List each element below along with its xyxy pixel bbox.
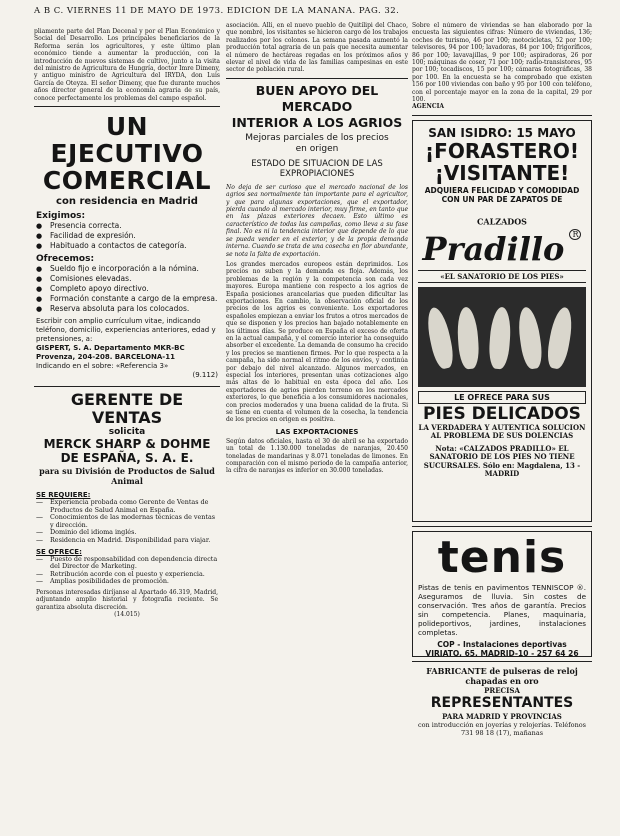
deck: Mejoras parciales de los precios (245, 132, 389, 143)
list-item: ● Comisiones elevadas. (36, 274, 218, 284)
column-middle (226, 22, 408, 828)
ad-title: GERENTE DE VENTAS (70, 390, 184, 428)
column-right (412, 22, 592, 828)
ad-code: (14.015) (114, 611, 140, 619)
ad-line: LA VERDADERA Y AUTENTICA SOLUCION AL PROBLEMA DE SUS DOLENCIAS (418, 422, 586, 441)
ad-section-label: Exigimos: (36, 211, 86, 222)
ad-division: para su División de Productos de Salud Animal (39, 466, 215, 486)
ad-line: ¡FORASTERO! (425, 138, 579, 163)
ad-pradillo (412, 120, 592, 522)
article-lead: No deja de ser curioso que el mercado nacional de los agrios sea normalmente tan importante para el agricultor, y que para algunas exportaciones, que el exportador, pierda cuando al mercado interior, muy firme, en tanto que en las plazas exteriores decaen. Esto último es característico de todas las campañas, como lleva a su fase final. No es ni la tendencia interior que depende de lo que se pueda vender en el exterior, y de la propia demanda interna. Cuando se trata de una cosecha en flor abundante, se nota la falta de exportación. (226, 183, 408, 258)
ad-address: VIRIATO, 65. MADRID-10 - 257 64 26 (425, 648, 579, 658)
requirements-list (36, 499, 218, 545)
headline: INTERIOR A LOS AGRIOS (231, 114, 403, 130)
ad-line: LE OFRECE PARA SUS (418, 391, 586, 404)
ad-line: FABRICANTE de pulseras de reloj chapadas en oro (426, 665, 578, 686)
ad-company: MERCK SHARP & DOHME (43, 437, 211, 452)
foot-icon (456, 306, 480, 369)
offers-list (36, 556, 218, 586)
ad-section-label: Ofrecemos: (36, 254, 95, 265)
column-left (34, 28, 220, 828)
ad-section-label: SE REQUIERE: (36, 491, 91, 500)
brand-name: tenis (437, 531, 567, 583)
foot-icon (516, 306, 544, 370)
ad-line: PARA MADRID Y PROVINCIAS (442, 711, 562, 721)
ad-line: ¡VISITANTE! (434, 160, 570, 185)
ad-ejecutivo (34, 111, 220, 382)
divider (34, 106, 220, 107)
requirements-list (36, 221, 218, 251)
headline: BUEN APOYO DEL MERCADO (255, 82, 379, 114)
list-item: — Amplias posibilidades de promoción. (36, 578, 218, 586)
brand-logo (418, 211, 586, 268)
deck: en origen (295, 143, 339, 154)
divider (412, 661, 592, 662)
ad-fabricante (412, 666, 592, 737)
ad-line: REPRESENTANTES (430, 694, 574, 711)
ad-slogan: «EL SANATORIO DE LOS PIES» (418, 270, 586, 283)
divider (412, 526, 592, 527)
ad-company: DE ESPAÑA, S. A. E. (60, 451, 194, 466)
ad-contact: COP - Instalaciones deportivas (437, 639, 567, 649)
list-item: ● Completo apoyo directivo. (36, 284, 218, 294)
ad-line: ADQUIERA FELICIDAD Y COMODIDAD CON UN PAR DE ZAPATOS DE (424, 185, 580, 205)
foot-icon (424, 305, 456, 370)
list-item: — Dominio del idioma inglés. (36, 529, 218, 537)
ad-contact: Escribir con amplio currículum vitae, indicando teléfono, domicilio, experiencias anteriores, edad y pretensiones, a: (36, 317, 216, 344)
article-text: Sobre el número de viviendas se han elaborado por la encuesta las siguientes cifras: Número de viviendas, 136; coches de turismo, 46 por 100; motocicletas, 52 por 100; televisores, 94 por 100; lavadoras, 84 por 100; frigoríficos, 86 por 100; lavavajillas, 9 por 100; aspiradoras, 26 por 100; máquinas de coser, 71 por 100; radio-transistores, 95 por 100; tocadiscos, 15 por 100; cámaras fotográficas, 38 por 100. En la encuesta se ha comprobado que existen 156 por 100 viviendas con baño y 95 por 100 con teléfono, con el porcentaje mayor en la zona de la capital, 29 por 100. (412, 22, 592, 104)
ad-subtitle: con residencia en Madrid (56, 196, 198, 208)
offers-list (36, 264, 218, 314)
subhead: EXPROPIACIONES (279, 169, 355, 180)
ad-line: PIES DELICADOS (423, 403, 581, 424)
ad-line: SAN ISIDRO: 15 MAYO (428, 125, 576, 140)
article-text: asociación. Allí, en el nuevo pueblo de Quitílipi del Chaco, que nombré, los visitantes se hicieron cargo de los trabajos realizados por los colonos. La semana pasada aumentó la producción total agraria de un país que necesita aumentar el número de hectáreas regadas en los próximos años y elevar el nivel de vida de las familias campesinas en este sector de población rural. (226, 22, 408, 74)
ad-body: Pistas de tenis en pavimentos TENNISCOP ®. Aseguramos de lluvia. Sin costes de conservación. Tres años de garantía. Precios sin competencia. Planes, maquinaria, polideportivos, jardines, instalaciones completas. (418, 582, 586, 637)
list-item: ● Sueldo fijo e incorporación a la nómina. (36, 264, 218, 274)
page-header: A B C. VIERNES 11 DE MAYO DE 1973. EDICION DE LA MAÑANA. PAG. 32. (34, 6, 400, 16)
list-item: — Conocimientos de las modernas técnicas de ventas y dirección. (36, 514, 218, 529)
brand-prefix: CALZADOS (477, 216, 527, 227)
ad-gerente-ventas (34, 391, 220, 619)
foot-icon (545, 306, 575, 371)
divider (226, 78, 408, 79)
subhead: ESTADO DE SITUACION DE LAS (251, 158, 383, 169)
ad-line: con introducción en joyerías y relojerías. Teléfonos 731 98 18 (17), mañanas (417, 720, 587, 737)
ad-section-label: SE OFRECE: (36, 547, 82, 556)
brand-name: Pradillo (422, 229, 565, 268)
list-item: — Experiencia probada como Gerente de Ventas de Productos de Salud Animal en España. (36, 499, 218, 514)
list-item: ● Habituado a contactos de categoría. (36, 241, 218, 251)
list-item: ● Reserva absoluta para los colocados. (36, 304, 218, 314)
foot-icon (488, 306, 512, 369)
feet-illustration (418, 287, 586, 387)
list-item: ● Formación constante a cargo de la empresa. (36, 294, 218, 304)
ad-company: GISPERT, S. A. Departamento MKR-BC Provenza, 204-208. BARCELONA-11 (36, 344, 185, 362)
list-item: — Residencia en Madrid. Disponibilidad para viajar. (36, 537, 218, 545)
ad-title: UN EJECUTIVO (50, 112, 204, 169)
ad-line: PRECISA (484, 685, 520, 695)
trademark-icon: R (569, 229, 581, 240)
ad-footer: Personas interesadas diríjanse al Apartado 46.319, Madrid, adjuntando amplio historial y fotografía reciente. Se garantiza absoluta discreción. (36, 589, 218, 611)
ad-reference: Indicando en el sobre: «Referencia 3» (36, 362, 169, 371)
ad-code: (9.112) (192, 371, 218, 380)
list-item: ● Facilidad de expresión. (36, 231, 218, 241)
ad-line: solicita (108, 427, 146, 438)
list-item: — Puesto de responsabilidad con dependencia directa del Director de Marketing. (36, 556, 218, 571)
list-item: — Retribución acorde con el puesto y experiencia. (36, 571, 218, 579)
article-text: pliamente parte del Plan Decenal y por el Plan Económico y Social del Desarrollo. Los principales beneficiarios de la Reforma serán los agricultores, y este último plan económico tiende a aumentar la producción, con la introducción de nuevos sistemas de cultivo, junto a la visita del ministro de Agricultura de Hungría, doctor Imre Dimeny, y antiguo ministro de Agricultura del IRYDA, don Luis García de Oteyza. El señor Dimeny, que fue durante muchos años director general de la economía agraria de su país, conoce perfectamente los problemas del campo español. (34, 28, 220, 102)
ad-tenis (412, 531, 592, 657)
list-item: ● Presencia correcta. (36, 221, 218, 231)
article-text: Según datos oficiales, hasta el 30 de abril se ha exportado un total de 1.130.000 toneladas de naranjas, 20.450 toneladas de mandarinas y 8.071 toneladas de limones. En comparación con el mismo periodo de la campaña anterior, la cifra de naranjas es inferior en 30.000 toneladas. (226, 437, 408, 475)
ad-title: COMERCIAL (42, 166, 212, 196)
article-text: Los grandes mercados europeos están deprimidos. Los precios no suben y la demanda es floja. Además, los problemas de la región y la competencia son cada vez mayores. Europa mantiene con respecto a los agrios de España posiciones arancelarias que pueden dificultar las exportaciones. En cambio, la observación oficial de los precios de los agrios es conveniente. Los exportadores españoles empiezan a enviar los frutos a otros mercados de que se disponen y los precios han bajado notablemente en los últimos días. Se produce en España el exceso de oferta en la actual campaña, y el comercio interior ha conseguido absorber el excedente. La demanda de consumo ha crecido y los precios se mantienen firmes. Por lo que respecta a la campaña, ha sido normal el ritmo de los envíos, y continúa por debajo del nivel alcanzado. Algunos mercados, en especial los interiores, presentan unas cotizaciones algo más altas de lo habitual en esta época del año. Los exportadores de agrios pierden terreno en los mercados exteriores, lo que beneficia a los consumidores nacionales, con precios moderados y una buena calidad de la fruta. Si se tiene en cuenta el volumen de la cosecha, la tendencia de los precios en origen es positiva. (226, 260, 408, 424)
divider (412, 115, 592, 116)
agency-credit: AGENCIA (412, 103, 445, 111)
ad-note: Nota: «CALZADOS PRADILLO» EL SANATORIO DE LOS PIES NO TIENE SUCURSALES. Sólo en: Magdalena, 13 - MADRID (423, 443, 581, 479)
divider (34, 386, 220, 387)
section-heading: LAS EXPORTACIONES (275, 427, 359, 436)
